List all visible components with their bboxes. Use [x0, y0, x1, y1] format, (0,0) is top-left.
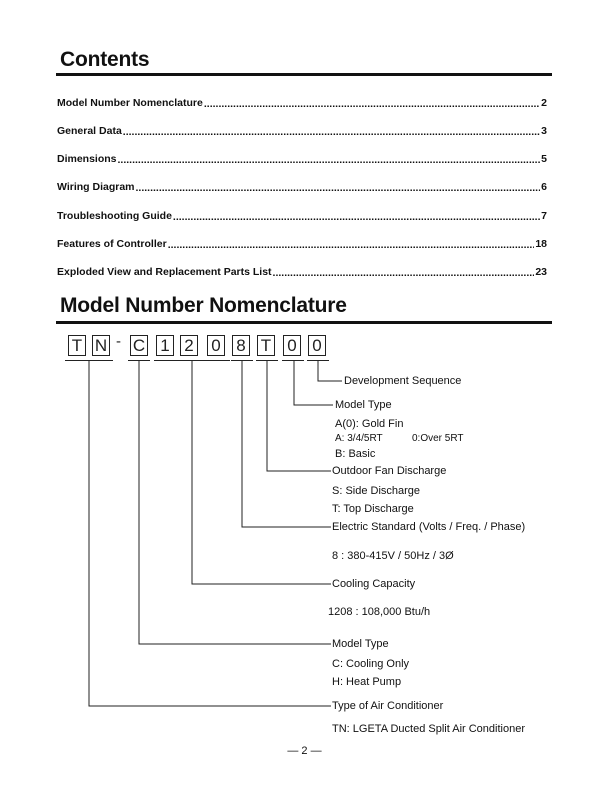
toc-entry-title: Exploded View and Replacement Parts List	[57, 266, 272, 278]
label-basic: B: Basic	[335, 448, 376, 460]
model-char-box: 8	[232, 335, 250, 356]
model-char-box: 1	[156, 335, 174, 356]
toc-entry-title: Wiring Diagram	[57, 181, 135, 193]
label-cooling-capacity: Cooling Capacity	[332, 578, 416, 590]
label-electric-standard: Electric Standard (Volts / Freq. / Phase)	[332, 521, 526, 533]
label-over-5rt: 0:Over 5RT	[412, 433, 464, 444]
toc-entry-title: General Data	[57, 125, 122, 137]
label-model-type: Model Type	[335, 399, 392, 411]
model-char-box: 0	[283, 335, 301, 356]
toc-entry-page: 3	[541, 125, 547, 137]
label-tn-value: TN: LGETA Ducted Split Air Conditioner	[332, 723, 525, 735]
leader-line	[242, 361, 331, 527]
toc-entry-title: Model Number Nomenclature	[57, 97, 203, 109]
leader-line	[267, 361, 331, 471]
leader-line	[139, 361, 331, 644]
toc-entry-title: Dimensions	[57, 153, 117, 165]
toc-entry-title: Troubleshooting Guide	[57, 210, 172, 222]
nomenclature-heading: Model Number Nomenclature	[60, 294, 347, 317]
label-heat-pump: H: Heat Pump	[332, 676, 402, 688]
toc-entry-page: 2	[541, 97, 547, 109]
model-char-box: T	[257, 335, 275, 356]
label-type-ac: Type of Air Conditioner	[332, 700, 444, 712]
model-char-box: 0	[207, 335, 225, 356]
leader-line	[89, 361, 331, 706]
page-number: — 2 —	[287, 745, 322, 757]
label-gold-fin: A(0): Gold Fin	[335, 418, 404, 430]
label-top-discharge: T: Top Discharge	[332, 503, 414, 515]
label-model-type-2: Model Type	[332, 638, 389, 650]
label-outdoor-fan: Outdoor Fan Discharge	[332, 465, 447, 477]
model-char-box: T	[68, 335, 86, 356]
contents-heading: Contents	[60, 48, 150, 71]
model-separator: -	[116, 333, 121, 350]
toc-entry-page: 6	[541, 181, 547, 193]
toc-entry-page: 18	[535, 238, 547, 250]
label-side-discharge: S: Side Discharge	[332, 485, 421, 497]
leader-line	[318, 361, 342, 381]
toc-entry-page: 23	[535, 266, 547, 278]
toc-entry-page: 7	[541, 210, 547, 222]
toc-entry-page: 5	[541, 153, 547, 165]
model-char-box: C	[130, 335, 148, 356]
label-cooling-only: C: Cooling Only	[332, 658, 410, 670]
leader-line	[192, 361, 331, 584]
model-char-box: N	[92, 335, 110, 356]
label-a-345rt: A: 3/4/5RT	[335, 433, 383, 444]
leader-line	[294, 361, 333, 405]
label-development-sequence: Development Sequence	[344, 375, 462, 387]
model-char-box: 0	[308, 335, 326, 356]
label-cooling-value: 1208 : 108,000 Btu/h	[328, 606, 431, 618]
toc-entry-title: Features of Controller	[57, 238, 167, 250]
label-electric-value: 8 : 380-415V / 50Hz / 3Ø	[332, 550, 454, 562]
model-char-box: 2	[180, 335, 198, 356]
